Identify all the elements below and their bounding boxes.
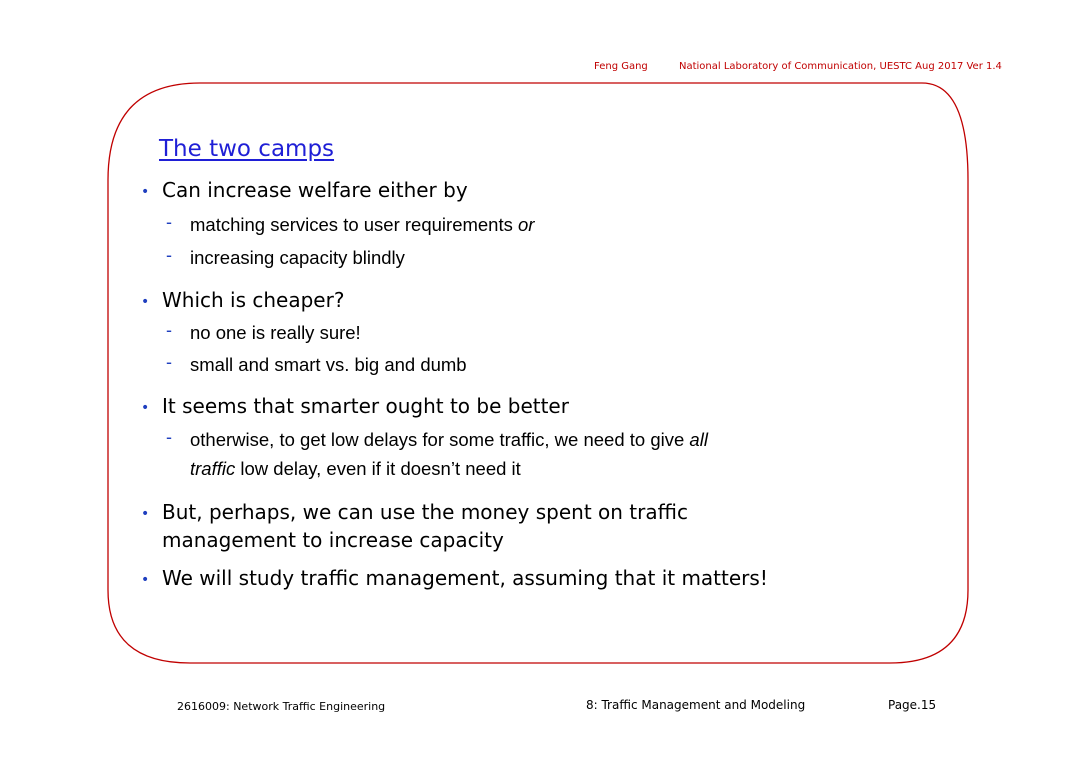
sub-bullet-item: matching services to user requirements or <box>190 214 535 235</box>
footer-page-number: Page.15 <box>888 698 937 712</box>
dash-icon: - <box>166 320 172 340</box>
bullet-dot-icon: • <box>141 400 150 416</box>
bullet-item-continued: management to increase capacity <box>162 528 504 552</box>
sub-bullet-item: small and smart vs. big and dumb <box>190 354 467 375</box>
footer-course: 2616009: Network Traffic Engineering <box>177 700 386 713</box>
bullet-item: We will study traffic management, assuming that it matters! <box>162 566 768 590</box>
bullet-dot-icon: • <box>141 506 150 522</box>
bullet-item: It seems that smarter ought to be better <box>162 394 569 418</box>
dash-icon: - <box>166 427 172 447</box>
bullet-item: Which is cheaper? <box>162 288 345 312</box>
bullet-item: Can increase welfare either by <box>162 178 468 202</box>
bullet-dot-icon: • <box>141 572 150 588</box>
sub-bullet-item: increasing capacity blindly <box>190 247 405 268</box>
dash-icon: - <box>166 352 172 372</box>
sub-bullet-item: otherwise, to get low delays for some traffic, we need to give all <box>190 429 708 450</box>
sub-bullet-item-continued: traffic low delay, even if it doesn’t need it <box>190 458 521 479</box>
header-organization: National Laboratory of Communication, UESTC Aug 2017 Ver 1.4 <box>679 61 1002 72</box>
dash-icon: - <box>166 245 172 265</box>
slide-title: The two camps <box>159 136 335 162</box>
sub-bullet-item: no one is really sure! <box>190 322 361 343</box>
bullet-item: But, perhaps, we can use the money spent on traffic <box>162 500 688 524</box>
dash-icon: - <box>166 212 172 232</box>
footer-chapter: 8: Traffic Management and Modeling <box>586 698 806 712</box>
bullet-dot-icon: • <box>141 184 150 200</box>
bullet-dot-icon: • <box>141 294 150 310</box>
header-author: Feng Gang <box>594 61 648 72</box>
